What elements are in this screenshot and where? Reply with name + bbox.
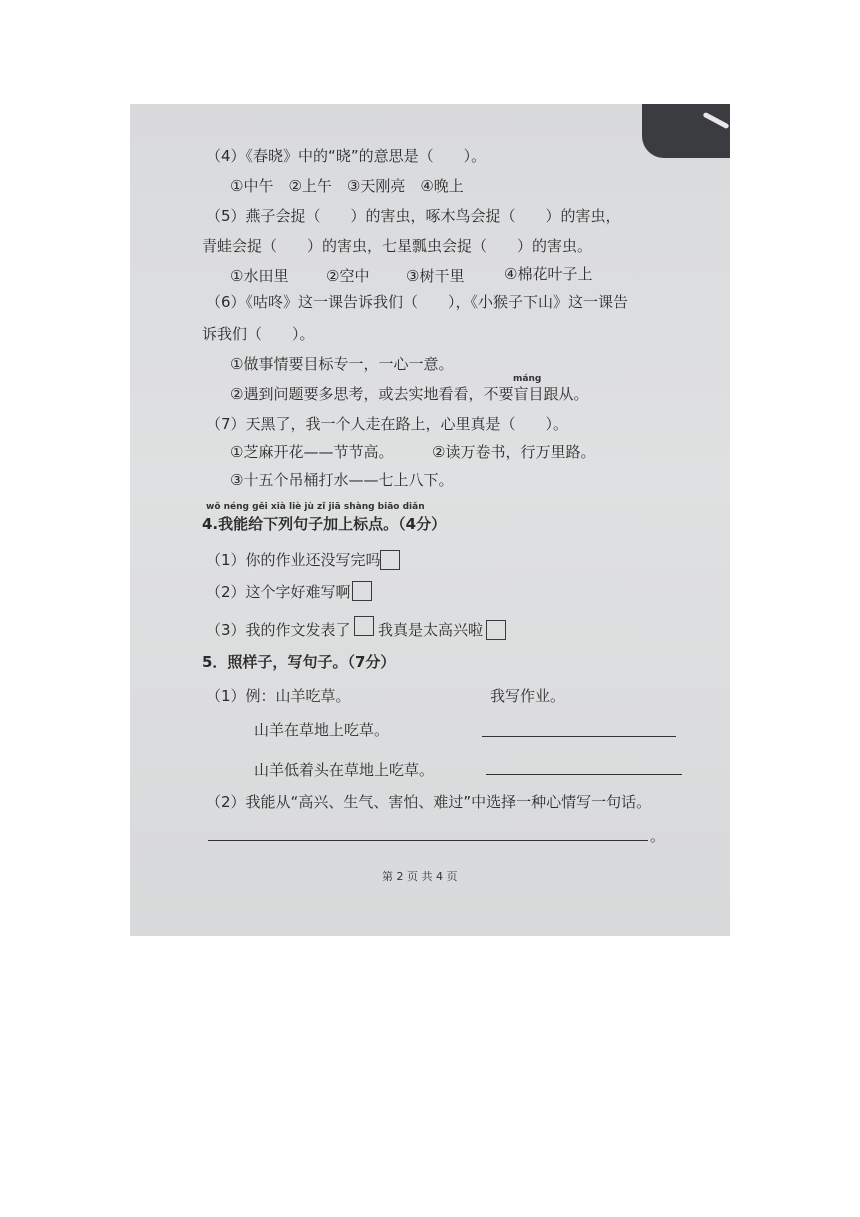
punctuation-box-3a[interactable]	[354, 616, 374, 636]
punctuation-box-3b[interactable]	[486, 620, 506, 640]
question-4-4-options: ①中午 ②上午 ③天刚亮 ④晚上	[230, 177, 464, 195]
question-4-5-option-4: ④棉花叶子上	[504, 265, 593, 283]
question-4-7-option-3: ③十五个吊桶打水——七上八下。	[230, 471, 454, 489]
question-4-7-option-2: ②读万卷书，行万里路。	[432, 443, 596, 461]
phone-corner-overlay	[642, 104, 730, 158]
pinyin-mang: máng	[513, 374, 542, 384]
question-4-5-option-1: ①水田里	[230, 267, 289, 285]
section-4-title: 4.我能给下列句子加上标点。（4分）	[202, 515, 447, 533]
exam-page-photo	[130, 104, 730, 936]
section-4-pinyin: wǒ néng gěi xià liè jù zǐ jiā shàng biāo diǎn	[206, 502, 425, 512]
section-5-example-line-2: 山羊低着头在草地上吃草。	[254, 761, 435, 779]
section-5-prompt: 我写作业。	[490, 687, 566, 705]
section-4-item-1: （1）你的作业还没写完吗	[206, 551, 381, 569]
punctuation-box-2[interactable]	[352, 581, 372, 601]
question-4-5-line2: 青蛙会捉（ ）的害虫，七星瓢虫会捉（ ）的害虫。	[202, 237, 593, 255]
answer-line-2[interactable]	[486, 774, 682, 775]
section-4-item-3b: 我真是太高兴啦	[378, 621, 484, 639]
section-5-question-2: （2）我能从“高兴、生气、害怕、难过”中选择一种心情写一句话。	[206, 793, 652, 811]
question-4-4-stem: （4）《春晓》中的“晓”的意思是（ ）。	[206, 147, 487, 165]
punctuation-box-1[interactable]	[380, 550, 400, 570]
section-4-item-2: （2）这个字好难写啊	[206, 583, 351, 601]
question-4-7-option-1: ①芝麻开花——节节高。	[230, 443, 394, 461]
page-footer: 第 2 页 共 4 页	[382, 870, 458, 883]
answer-line-3[interactable]	[208, 840, 648, 841]
question-4-6-line1: （6）《咕咚》这一课告诉我们（ ），《小猴子下山》这一课告	[206, 293, 629, 311]
section-4-item-3a: （3）我的作文发表了	[206, 621, 351, 639]
corner-mark-icon	[702, 112, 729, 130]
section-5-example-line-1: 山羊在草地上吃草。	[254, 721, 390, 739]
answer-line-1[interactable]	[482, 736, 676, 737]
question-4-5-line1: （5）燕子会捉（ ）的害虫，啄木鸟会捉（ ）的害虫，	[206, 207, 621, 225]
question-4-6-line2: 诉我们（ ）。	[202, 325, 315, 343]
answer-end-mark: 。	[650, 827, 666, 845]
section-5-title: 5．照样子，写句子。（7分）	[202, 653, 396, 671]
question-4-6-option-2: ②遇到问题要多思考，或去实地看看，不要盲目跟从。	[230, 385, 589, 403]
question-4-7-stem: （7）天黑了，我一个人走在路上，心里真是（ ）。	[206, 415, 569, 433]
question-4-5-option-3: ③树干里	[406, 267, 465, 285]
question-4-5-option-2: ②空中	[326, 267, 370, 285]
question-4-6-option-1: ①做事情要目标专一，一心一意。	[230, 355, 454, 373]
section-5-example-label: （1）例：山羊吃草。	[206, 687, 351, 705]
